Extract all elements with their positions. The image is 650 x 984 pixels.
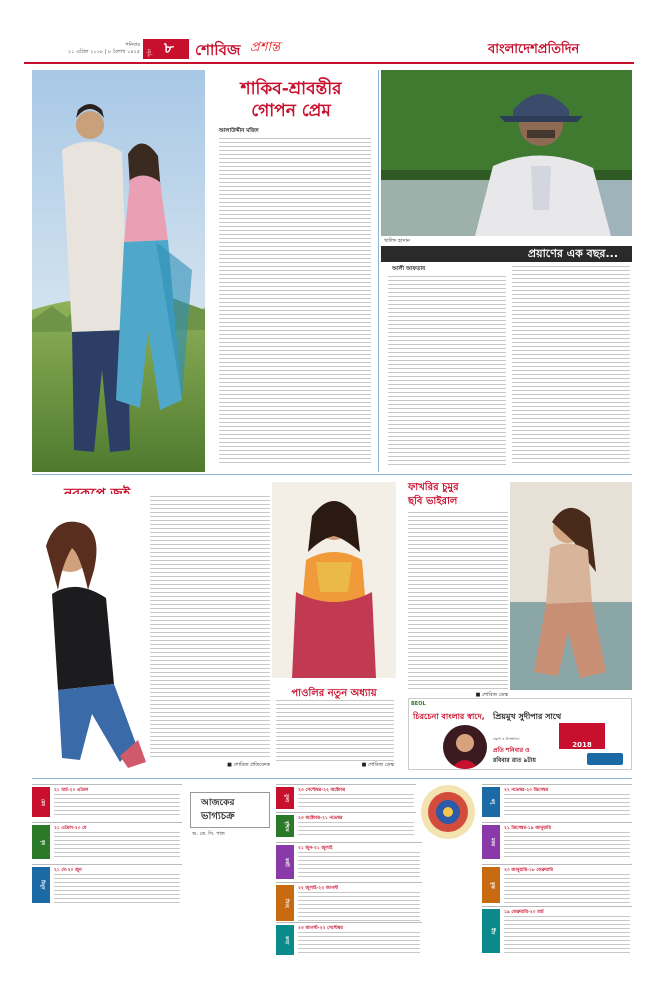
story5-body-text <box>408 512 508 690</box>
story1-photo <box>32 70 205 472</box>
horoscope-sign-label: সিংহ <box>276 885 294 921</box>
story5-title-line1: ফাখরির চুমুর <box>408 482 459 493</box>
horoscope-sign-text <box>504 832 630 859</box>
story3-signature: ■ শোবিজ প্রতিবেদক <box>227 762 270 768</box>
page-number: ৮ <box>164 38 174 57</box>
story1-text-column <box>207 70 375 472</box>
story1-title-line1: শাকিব-শ্রাবন্তীর <box>240 79 342 99</box>
horoscope-entry <box>276 784 416 810</box>
story2-byline: আলী আফতাব <box>392 266 426 272</box>
section-subtitle: প্রশান্ত <box>250 40 281 55</box>
horoscope-sign-text <box>504 794 630 817</box>
story1-body-text <box>219 138 371 464</box>
story5-photo <box>510 482 632 690</box>
horoscope-entry <box>482 906 632 954</box>
promo-badge <box>559 723 605 749</box>
horoscope-entry <box>482 784 632 818</box>
horoscope-sign-range: ১৯ ফেব্রুয়ারি-২০ মার্চ <box>504 910 544 915</box>
section-title: শোবিজ <box>195 41 241 59</box>
story4-body-text <box>276 700 394 762</box>
story3-photo <box>32 494 148 770</box>
horoscope-entry <box>32 822 182 860</box>
horoscope-sign-text <box>54 832 180 859</box>
promo-host-photo <box>443 725 487 769</box>
horoscope-sign-text <box>54 874 180 903</box>
horoscope-title-line2: ভাগ্যচক্র <box>201 811 235 822</box>
horoscope-sign-text <box>298 932 420 955</box>
horoscope-sign-range: ২১ জুন-২১ জুলাই <box>298 846 333 851</box>
zodiac-wheel <box>420 784 476 840</box>
horoscope-sign-range: ২৩ আগস্ট-২২ সেপ্টেম্বর <box>298 926 343 931</box>
horoscope-entry <box>276 812 416 838</box>
horoscope-sign-range: ২১ মে-২০ জুন <box>54 868 82 873</box>
horoscope-sign-label: কন্যা <box>276 925 294 955</box>
promo-text-red: চিরচেনা বাংলার স্বাদে, <box>413 712 485 721</box>
story5-signature: ■ শোবিজ ডেস্ক <box>475 692 508 698</box>
column-divider <box>378 70 379 472</box>
paper-logo: বাংলাদেশপ্রতিদিন <box>488 42 580 57</box>
horoscope-sign-text <box>298 852 420 879</box>
promo-banner <box>408 698 632 770</box>
promo-host-line: প্রতি শনিবার ও <box>493 747 530 754</box>
horoscope-section <box>32 782 632 958</box>
horoscope-sign-label: মিথুন <box>32 867 50 903</box>
horoscope-sign-label: কর্কট <box>276 845 294 879</box>
story4-photo <box>272 482 396 678</box>
promo-brand: BEOL <box>411 701 426 707</box>
horoscope-sign-label: বৃশ্চিক <box>276 815 294 837</box>
horoscope-sign-label: মকর <box>482 825 500 859</box>
story4-signature: ■ শোবিজ ডেস্ক <box>361 762 394 768</box>
section-rule-2 <box>32 778 632 779</box>
story5-title-line2: ছবি ভাইরাল <box>408 496 458 507</box>
horoscope-entry <box>276 842 422 880</box>
horoscope-entry <box>32 784 182 818</box>
horoscope-sign-label: তুলা <box>276 787 294 809</box>
horoscope-header <box>190 792 270 828</box>
horoscope-entry <box>276 922 422 956</box>
horoscope-sign-range: ২০ জানুয়ারি-১৮ ফেব্রুয়ারি <box>504 868 554 873</box>
horoscope-sign-range: ২১ মার্চ-২০ এপ্রিল <box>54 788 89 793</box>
masthead-rule <box>24 62 634 64</box>
horoscope-sign-label: কুম্ভ <box>482 867 500 903</box>
horoscope-sign-text <box>504 874 630 903</box>
horoscope-sign-text <box>54 794 180 817</box>
page-label: পৃষ্ঠা <box>147 48 153 57</box>
story2-title-bar <box>381 246 632 262</box>
horoscope-sign-range: ২২ নভেম্বর-২০ ডিসেম্বর <box>504 788 549 793</box>
page-number-box <box>143 39 189 59</box>
promo-channel-logo <box>587 753 623 765</box>
section-rule-1 <box>32 474 632 475</box>
promo-text-black: প্রিয়মুখ সুদীপার সাথে <box>493 712 562 721</box>
horoscope-sign-label: বৃষ <box>32 825 50 859</box>
masthead-day: শনিবার <box>125 42 140 48</box>
story2-title: প্রয়াণের এক বছর... <box>527 246 618 260</box>
horoscope-author: অ. কে. সি. পাল <box>192 831 225 837</box>
horoscope-sign-range: ২১ এপ্রিল-২০ মে <box>54 826 87 831</box>
horoscope-sign-text <box>298 794 414 809</box>
masthead <box>0 0 650 68</box>
promo-host-name: রবিবার রাত ৯টায় <box>493 757 536 764</box>
horoscope-sign-label: মীন <box>482 909 500 953</box>
story2-body-col1 <box>388 276 506 466</box>
horoscope-entry <box>276 882 422 922</box>
horoscope-sign-label: ধনু <box>482 787 500 817</box>
story3-body-text <box>150 496 270 758</box>
story1-title-line2: গোপন প্রেম <box>251 101 331 121</box>
horoscope-sign-range: ২১ ডিসেম্বর-১৯ জানুয়ারি <box>504 826 551 831</box>
story4-title: পাওলির নতুন অধ্যায় <box>291 688 377 699</box>
horoscope-title-line1: আজকের <box>201 798 235 808</box>
horoscope-sign-range: ২৩ সেপ্টেম্বর-২২ অক্টোবর <box>298 788 346 793</box>
story2-body-col2 <box>512 266 630 466</box>
horoscope-sign-range: ২৩ অক্টোবর-২১ নভেম্বর <box>298 816 343 821</box>
promo-badge-year: 2018 <box>572 741 592 749</box>
horoscope-sign-text <box>298 822 414 837</box>
story1-byline: আলাউদ্দীন মজিদ <box>219 128 259 134</box>
horoscope-sign-range: ২২ জুলাই-২২ আগস্ট <box>298 886 339 891</box>
horoscope-entry <box>32 864 182 904</box>
promo-host-prefix: গ্রন্থণা ও উপস্থাপনা <box>493 737 520 741</box>
masthead-date: ২১ এপ্রিল ২০১৮ | ৮ বৈশাখ ১৪২৫ <box>67 49 140 55</box>
horoscope-entry <box>482 864 632 904</box>
horoscope-entry <box>482 822 632 860</box>
horoscope-sign-text <box>298 892 420 921</box>
story2-photo <box>381 70 632 236</box>
horoscope-sign-label: মেষ <box>32 787 50 817</box>
story2-photo-caption: খালিদ হাসান <box>384 238 410 244</box>
horoscope-sign-text <box>504 916 630 953</box>
